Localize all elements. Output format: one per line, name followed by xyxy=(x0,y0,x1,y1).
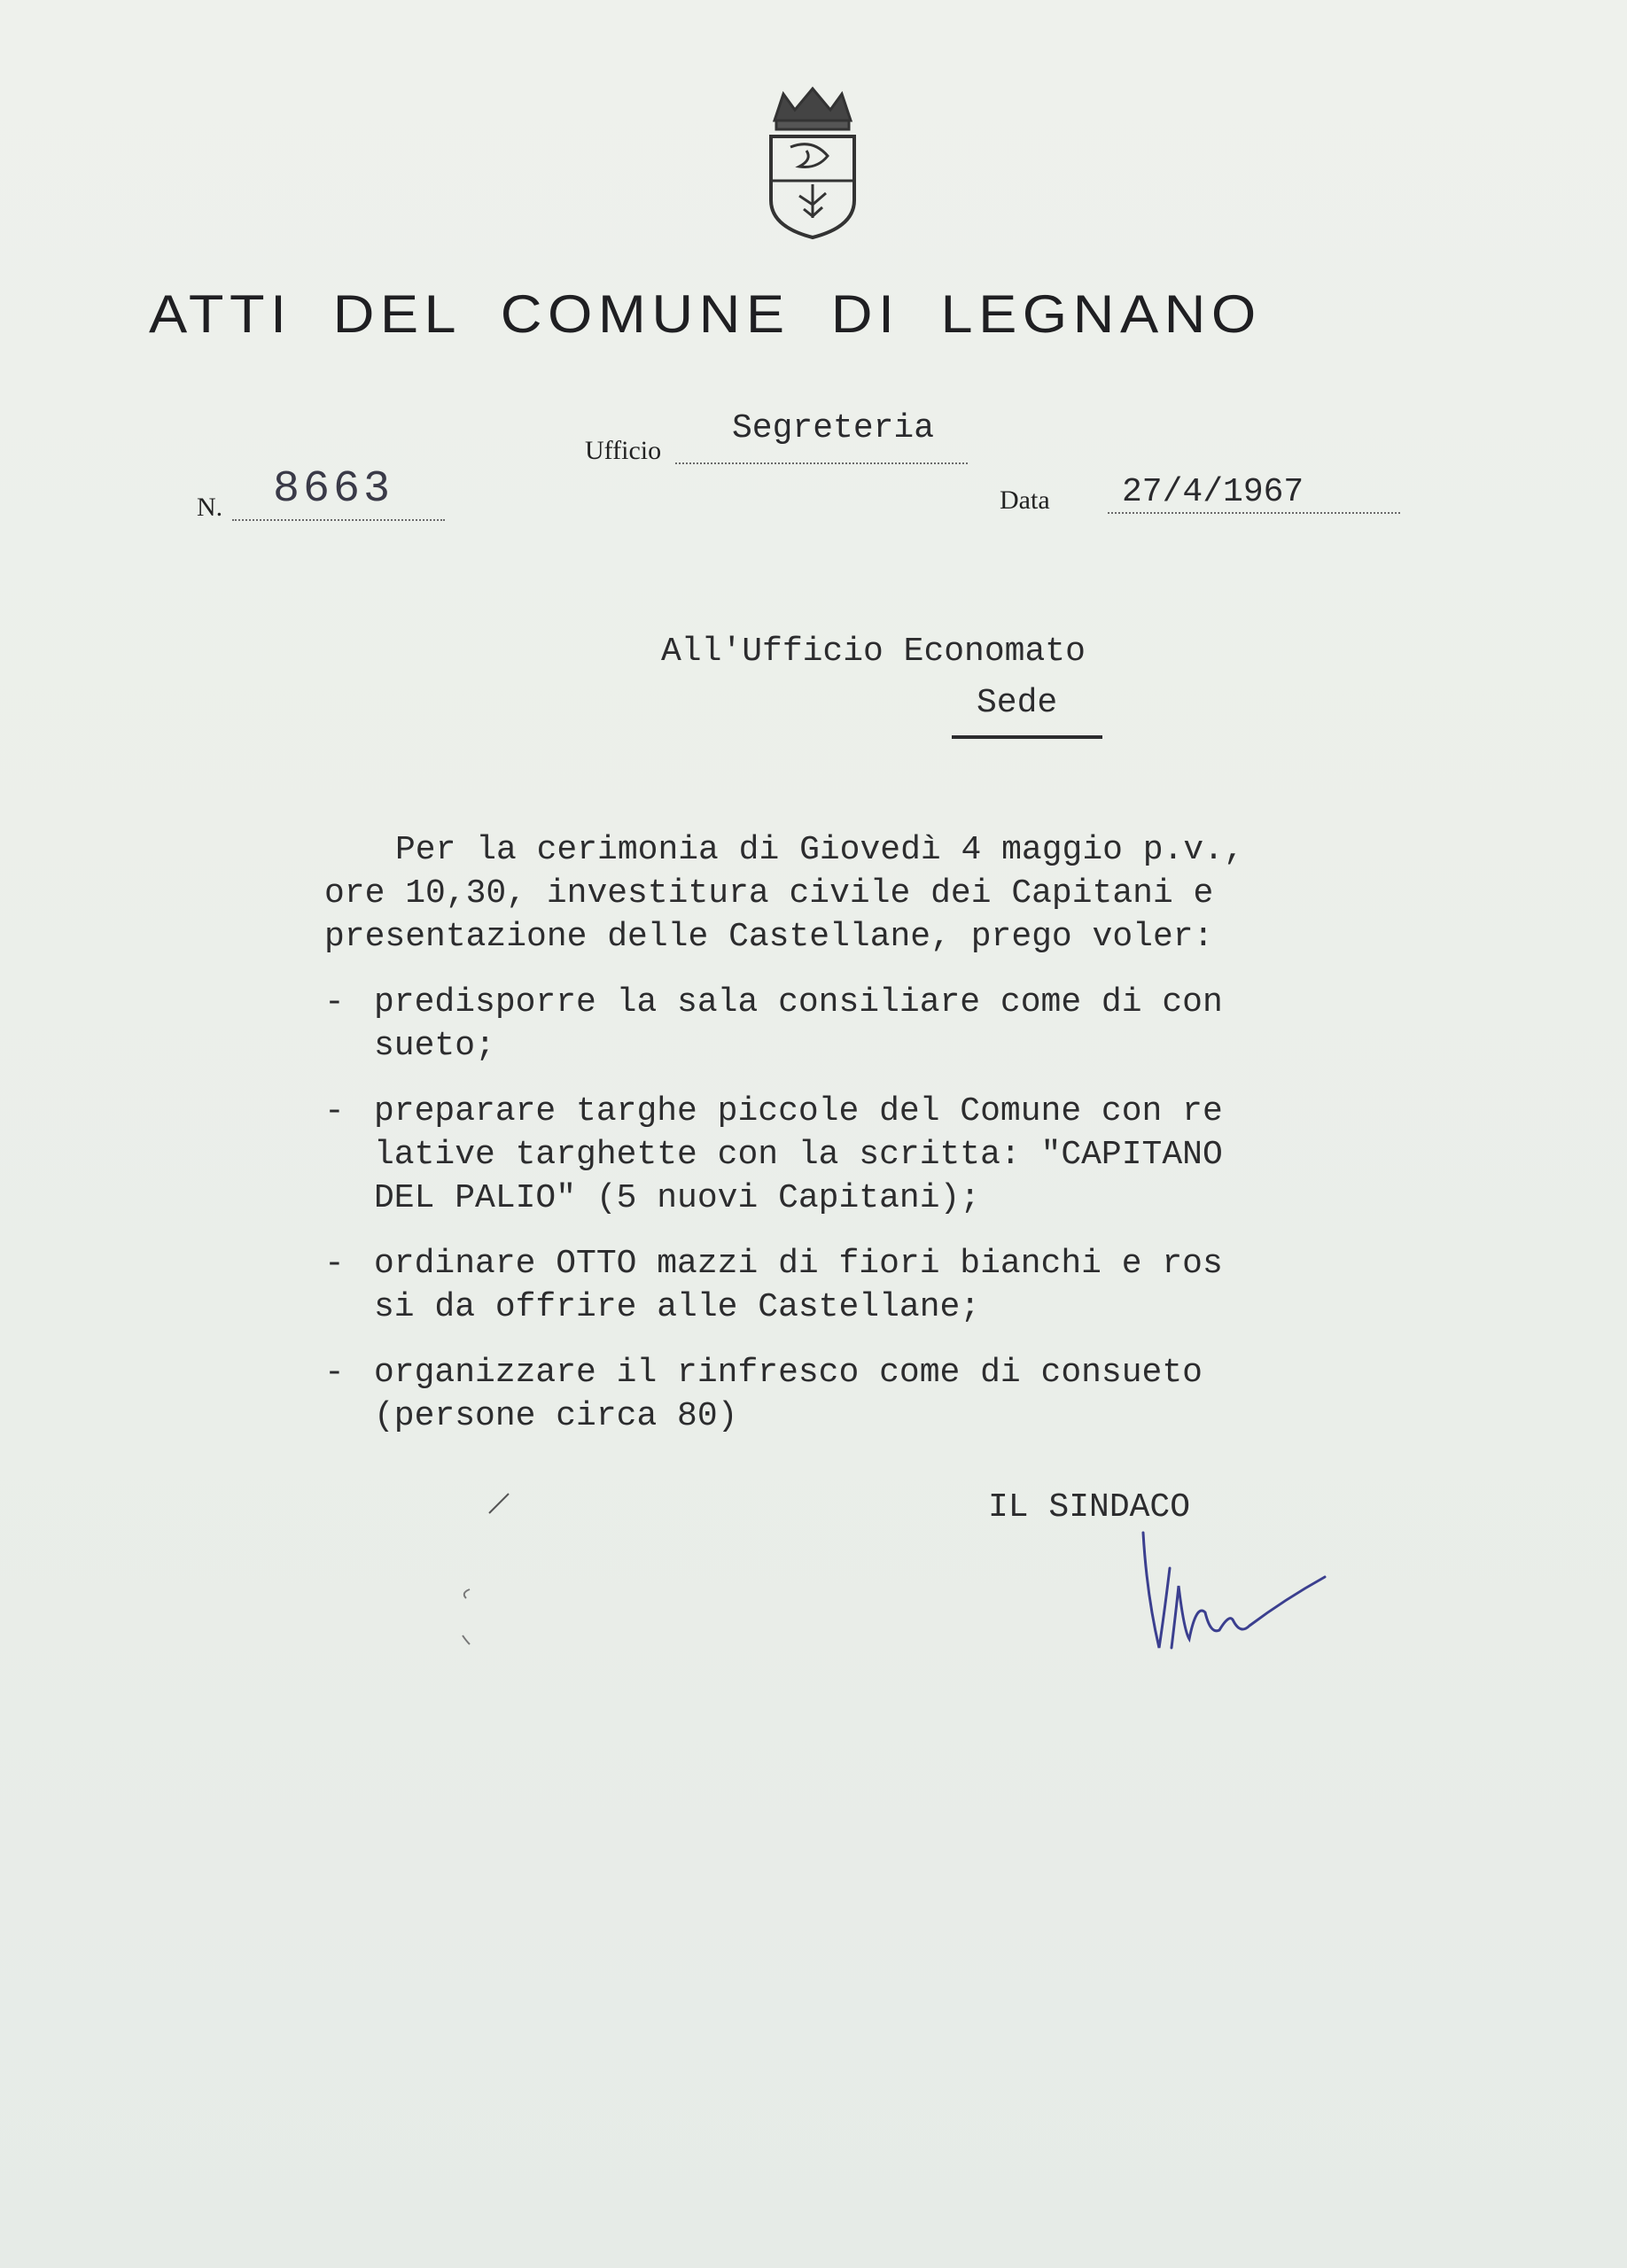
handwritten-signature xyxy=(1134,1515,1338,1666)
recipient-office: All'Ufficio Economato xyxy=(661,633,1086,671)
list-dash: - xyxy=(324,1092,345,1130)
document-heading: ATTI DEL COMUNE DI LEGNANO xyxy=(149,284,1262,344)
office-value: Segreteria xyxy=(732,409,935,447)
list-item xyxy=(324,981,1476,1068)
number-label: N. xyxy=(197,493,223,522)
letter-body xyxy=(324,828,1476,1438)
intro-line: ore 10,30, investitura civile dei Capitani e xyxy=(324,874,1214,913)
list-item-text: ordinare OTTO mazzi di fiori bianchi e ros si da offrire alle Castellane; xyxy=(374,1245,1223,1326)
stray-pen-mark xyxy=(457,1586,475,1648)
recipient-underline xyxy=(952,735,1102,739)
intro-line: presentazione delle Castellane, prego voler: xyxy=(324,918,1214,956)
office-label: Ufficio xyxy=(585,436,662,465)
list-dash: - xyxy=(324,1245,345,1283)
list-item xyxy=(324,1351,1476,1438)
stray-pen-mark xyxy=(486,1490,512,1517)
list-item-text: preparare targhe piccole del Comune con re lative targhette con la scritta: "CAPITANO DEL PALIO" (5 nuovi Capitani); xyxy=(374,1092,1223,1217)
date-label: Data xyxy=(1000,485,1050,515)
date-value: 27/4/1967 xyxy=(1122,473,1304,511)
office-dotted-line xyxy=(675,462,968,464)
coat-of-arms-icon xyxy=(764,85,861,243)
list-item xyxy=(324,1090,1476,1220)
protocol-number: 8663 xyxy=(273,464,394,515)
number-dotted-line xyxy=(232,519,445,521)
list-item-text: predisporre la sala consiliare come di con sueto; xyxy=(374,983,1223,1065)
list-dash: - xyxy=(324,1354,345,1392)
list-item-text: organizzare il rinfresco come di consueto (persone circa 80) xyxy=(374,1354,1203,1435)
list-dash: - xyxy=(324,983,345,1021)
date-dotted-line xyxy=(1108,512,1400,514)
recipient-location: Sede xyxy=(977,684,1058,722)
signatory-title: IL SINDACO xyxy=(988,1488,1191,1526)
intro-line: Per la cerimonia di Giovedì 4 maggio p.v., xyxy=(395,831,1244,869)
list-item xyxy=(324,1242,1476,1329)
